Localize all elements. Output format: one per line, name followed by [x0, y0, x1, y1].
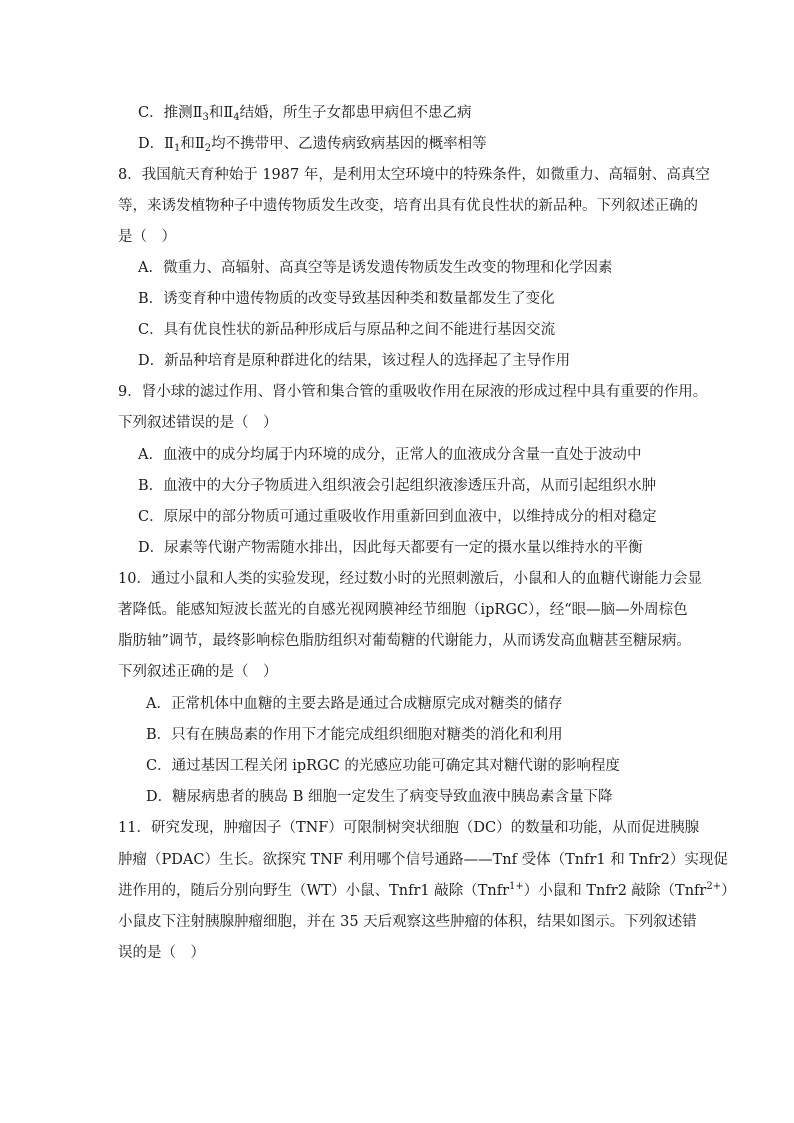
q9-option-c: C．原尿中的部分物质可通过重吸收作用重新回到血液中，以维持成分的相对稳定 [138, 509, 657, 525]
q9-stem-line-2: 下列叙述错误的是（ ） [118, 415, 278, 431]
q10-stem-line-1: 10．通过小鼠和人类的实验发现，经过数小时的光照刺激后，小鼠和人的血糖代谢能力会显 [118, 571, 702, 587]
q11-stem-line-5: 误的是（ ） [118, 945, 205, 961]
q10-stem-line-4: 下列叙述正确的是（ ） [118, 664, 278, 680]
q10-option-c: C．通过基因工程关闭 ipRGC 的光感应功能可确定其对糖代谢的影响程度 [146, 758, 620, 774]
q11-stem-line-2: 肿瘤（PDAC）生长。欲探究 TNF 利用哪个信号通路——Tnf 受体（Tnfr1 和 Tnfr2）实现促 [118, 852, 728, 868]
q10-stem-line-2: 著降低。能感知短波长蓝光的自感光视网膜神经节细胞（ipRGC），经“眼—脑—外周棕色 [118, 602, 688, 618]
q8-option-a: A．微重力、高辐射、高真空等是诱发遗传物质发生改变的物理和化学因素 [138, 260, 613, 276]
q11-stem-line-4: 小鼠皮下注射胰腺肿瘤细胞，并在 35 天后观察这些肿瘤的体积，结果如图示。下列叙述错 [118, 914, 697, 930]
q10-option-d: D．糖尿病患者的胰岛 B 细胞一定发生了病变导致血液中胰岛素含量下降 [146, 789, 613, 805]
q8-stem-line-1: 8．我国航天育种始于 1987 年，是利用太空环境中的特殊条件，如微重力、高辐射、高真空 [118, 167, 710, 183]
q9-option-d: D．尿素等代谢产物需随水排出，因此每天都要有一定的摄水量以维持水的平衡 [138, 540, 643, 556]
q9-option-b: B．血液中的大分子物质进入组织液会引起组织液渗透压升高，从而引起组织水肿 [138, 478, 657, 494]
q7-option-d: D．$Ⅱ_1$和$Ⅱ_2$均不携带甲、乙遗传病致病基因的概率相等 [138, 136, 487, 154]
q9-stem-line-1: 9．肾小球的滤过作用、肾小管和集合管的重吸收作用在尿液的形成过程中具有重要的作用。 [118, 384, 708, 400]
q8-stem-line-3: 是（ ） [118, 229, 176, 245]
q8-option-c: C．具有优良性状的新品种形成后与原品种之间不能进行基因交流 [138, 322, 556, 338]
q10-option-a: A．正常机体中血糖的主要去路是通过合成糖原完成对糖类的储存 [146, 696, 563, 712]
q8-stem-line-2: 等，来诱发植物种子中遗传物质发生改变，培育出具有优良性状的新品种。下列叙述正确的 [118, 198, 698, 214]
q10-stem-line-3: 脂肪轴”调节，最终影响棕色脂肪组织对葡萄糖的代谢能力，从而诱发高血糖甚至糖尿病。 [118, 633, 691, 649]
q8-option-d: D．新品种培育是原种群进化的结果，该过程人的选择起了主导作用 [138, 353, 571, 369]
q11-stem-line-3: 进作用的，随后分别向野生（WT）小鼠、Tnfr1 敲除（Tnfr$^{1+}$）小鼠和 Tnfr2 敲除（Tnfr$^{2+}$） [118, 881, 736, 899]
q10-option-b: B．只有在胰岛素的作用下才能完成组织细胞对糖类的消化和利用 [146, 727, 563, 743]
q8-option-b: B．诱变育种中遗传物质的改变导致基因种类和数量都发生了变化 [138, 291, 555, 307]
q7-option-c: C．推测$Ⅱ_3$和$Ⅱ_4$结婚，所生子女都患甲病但不患乙病 [138, 105, 472, 123]
q11-stem-line-1: 11．研究发现，肿瘤因子（TNF）可限制树突状细胞（DC）的数量和功能，从而促进胰腺 [118, 820, 700, 836]
q9-option-a: A．血液中的成分均属于内环境的成分，正常人的血液成分含量一直处于波动中 [138, 447, 642, 463]
